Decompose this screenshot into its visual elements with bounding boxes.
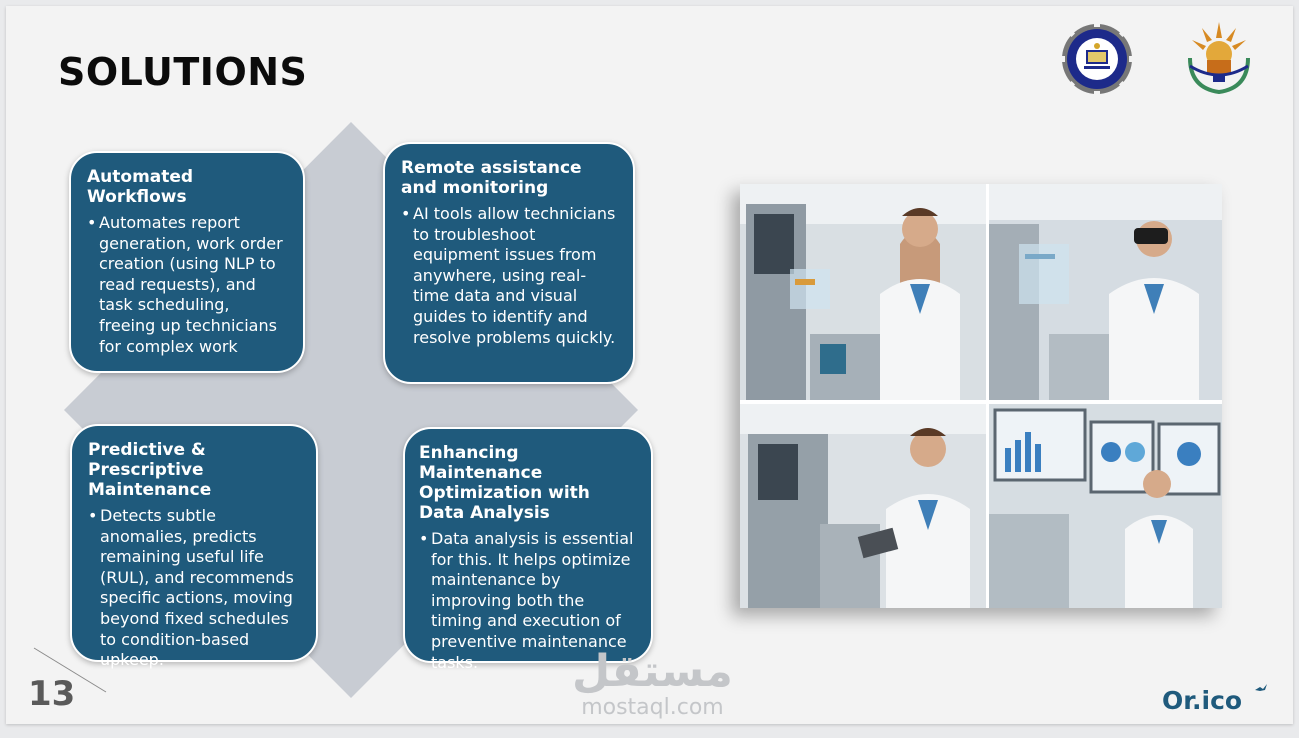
slide [6, 6, 1293, 724]
card-remote-assistance [383, 142, 635, 384]
bullet-icon: • [88, 506, 98, 525]
technician-vr-headset-photo [989, 184, 1222, 400]
watermark-latin: mostaql.com [581, 695, 724, 720]
mansoura-university-logo [1182, 18, 1256, 98]
bullet-icon: • [401, 204, 411, 223]
bird-icon [1254, 682, 1268, 700]
card-title: Automated Workflows [87, 167, 194, 207]
card-predictive-maintenance [70, 424, 318, 670]
brand-logo-text: Or.ico [1162, 686, 1243, 715]
card-bullet-text: AI tools allow technicians to troubleshoot equipment issues from anywhere, using real-time data and visual guides to identify and resolve problems quickly. [413, 204, 616, 347]
card-bullet [87, 213, 289, 357]
card-title: Predictive & Prescriptive Maintenance [88, 440, 212, 500]
photo-collage [740, 184, 1222, 608]
card-automated-workflows [69, 151, 305, 373]
card-bullet [401, 204, 619, 348]
card-bullet [88, 506, 302, 671]
card-bullet-text: Automates report generation, work order creation (using NLP to read requests), and task scheduling, freeing up technicians for complex work [99, 213, 283, 356]
card-bullet-text: Data analysis is essential for this. It helps optimize maintenance by improving both the timing and execution of preventive maintenance tasks. [431, 529, 634, 672]
technician-dashboards-photo [989, 404, 1222, 608]
page-number: 13 [28, 674, 76, 714]
slide-title: SOLUTIONS [58, 50, 308, 94]
card-bullet-text: Detects subtle anomalies, predicts remaining useful life (RUL), and recommends specific actions, moving beyond fixed schedules to condition-based upkeep. [100, 506, 294, 670]
watermark [572, 646, 733, 720]
card-title: Enhancing Maintenance Optimization with Data Analysis [419, 443, 590, 523]
card-title: Remote assistance and monitoring [401, 158, 582, 198]
card-data-analysis [403, 427, 653, 672]
watermark-arabic: مستقل [572, 646, 733, 697]
engineering-faculty-logo [1060, 22, 1134, 96]
technician-tablet-photo [740, 404, 986, 608]
bullet-icon: • [419, 529, 429, 548]
bullet-icon: • [87, 213, 97, 232]
technician-hologram-photo [740, 184, 986, 400]
